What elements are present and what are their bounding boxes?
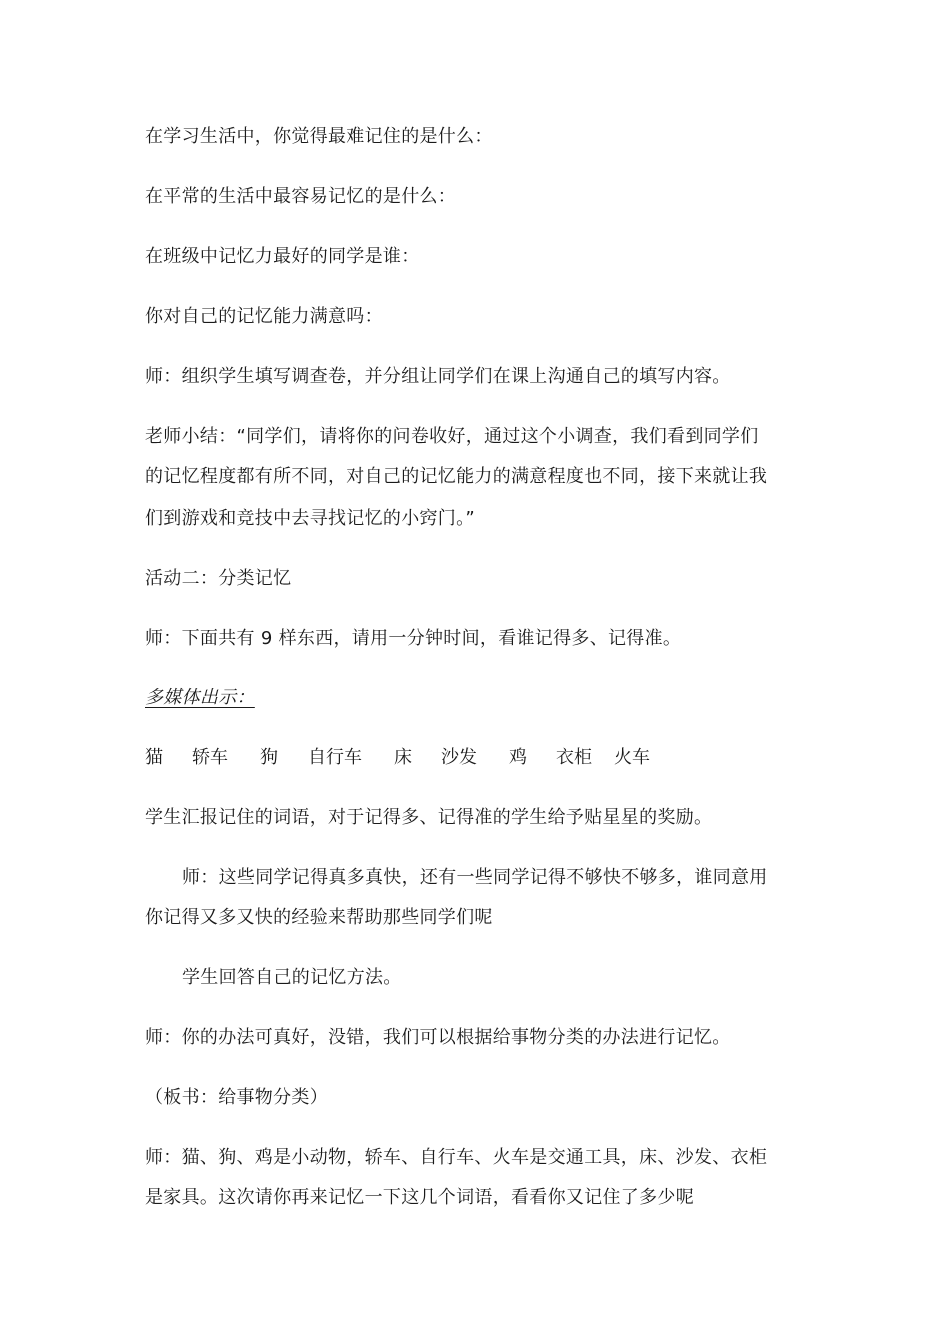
- teacher-praise: 师：你的办法可真好，没错，我们可以根据给事物分类的办法进行记忆。: [145, 1027, 731, 1048]
- teacher-summary-line-3: 们到游戏和竞技中去寻找记忆的小窍门。”: [145, 508, 476, 529]
- teacher-summary-line-2: 的记忆程度都有所不同，对自己的记忆能力的满意程度也不同，接下来就让我: [145, 466, 768, 487]
- word-list: [145, 746, 765, 770]
- survey-question-hardest: 在学习生活中，你觉得最难记住的是什么：: [145, 126, 493, 147]
- teacher-categories-line-2: 是家具。这次请你再来记忆一下这几个词语，看看你又记住了多少呢: [145, 1187, 694, 1208]
- student-report: 学生汇报记住的词语，对于记得多、记得准的学生给予贴星星的奖励。: [145, 807, 713, 828]
- word-item: 轿车: [192, 747, 228, 768]
- word-item: 自行车: [308, 747, 362, 768]
- teacher-question-line-1: 师：这些同学记得真多真快，还有一些同学记得不够快不够多，谁同意用: [182, 867, 768, 888]
- word-item: 狗: [260, 747, 278, 768]
- word-item: 火车: [614, 747, 650, 768]
- multimedia-label: 多媒体出示：: [145, 687, 255, 708]
- teacher-instruction-survey: 师：组织学生填写调查卷，并分组让同学们在课上沟通自己的填写内容。: [145, 366, 731, 387]
- word-item: 鸡: [509, 747, 527, 768]
- survey-question-best-classmate: 在班级中记忆力最好的同学是谁：: [145, 246, 420, 267]
- board-note: （板书：给事物分类）: [145, 1087, 328, 1108]
- word-item: 猫: [145, 747, 163, 768]
- word-item: 衣柜: [556, 747, 592, 768]
- student-answer: 学生回答自己的记忆方法。: [182, 967, 402, 988]
- survey-question-easiest: 在平常的生活中最容易记忆的是什么：: [145, 186, 457, 207]
- activity-heading: 活动二：分类记忆: [145, 568, 292, 589]
- multimedia-label-line: [145, 686, 825, 710]
- survey-question-satisfaction: 你对自己的记忆能力满意吗：: [145, 306, 383, 327]
- word-item: 床: [394, 747, 412, 768]
- teacher-instruction-items: 师：下面共有 9 样东西，请用一分钟时间，看谁记得多、记得准。: [145, 628, 682, 649]
- word-item: 沙发: [441, 747, 477, 768]
- teacher-summary-line-1: 老师小结：“同学们，请将你的问卷收好，通过这个小调查，我们看到同学们: [145, 426, 759, 447]
- teacher-question-line-2: 你记得又多又快的经验来帮助那些同学们呢: [145, 907, 493, 928]
- teacher-categories-line-1: 师：猫、狗、鸡是小动物，轿车、自行车、火车是交通工具，床、沙发、衣柜: [145, 1147, 768, 1168]
